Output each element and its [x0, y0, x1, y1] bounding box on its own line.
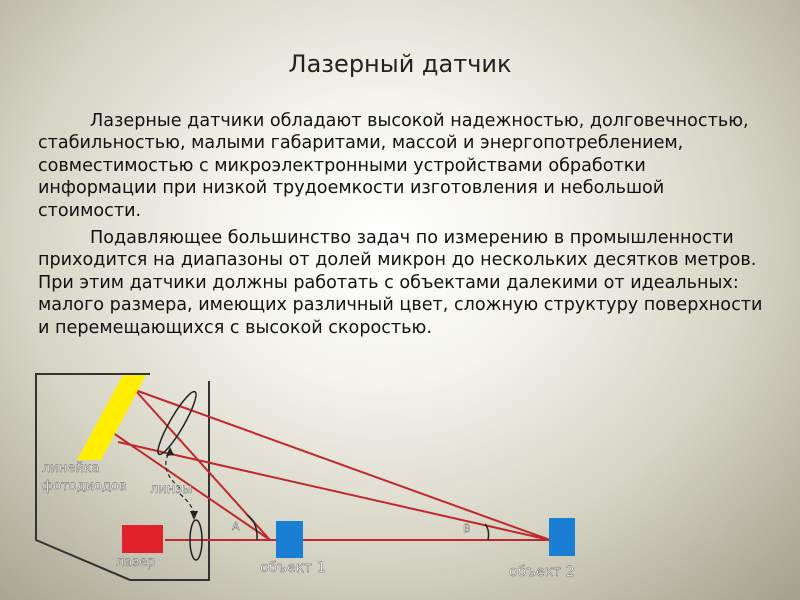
object-1-label: объект 1 — [260, 560, 326, 576]
laser-source — [122, 525, 163, 553]
angle-b-label: B — [463, 522, 471, 535]
paragraph-1: Лазерные датчики обладают высокой надежностью, долговечностью, стабильностью, малыми габаритами, массой и энергопотреблением, совместимостью с микроэлектронными устройствами обработки информации при низкой трудоемкости изготовления и небольшой стоимости. — [38, 111, 749, 221]
object-2-label: объект 2 — [509, 564, 575, 580]
laser-label: лазер — [116, 555, 156, 570]
reflected-beam-object2 — [135, 390, 550, 540]
lens-pointer-lower-head — [190, 511, 198, 520]
lenses-label: линзы — [150, 482, 193, 497]
slide-title: Лазерный датчик — [288, 50, 512, 78]
object-1 — [276, 521, 303, 558]
photodiode-label-line1: линейка — [42, 461, 100, 476]
angle-a-label: A — [232, 520, 240, 533]
paragraph-2: Подавляющее большинство задач по измерению в промышленности приходится на диапазоны от долей микрон до нескольких десятков метров. При этим датчики должны работать с объектами далекими от идеальных: малого размера, имеющих различный цвет, сложную структуру поверхности и перемещающихся с высокой скоростью. — [38, 228, 763, 338]
photodiode-label-line2: фотодиодов — [42, 479, 127, 494]
object-2 — [549, 518, 575, 556]
